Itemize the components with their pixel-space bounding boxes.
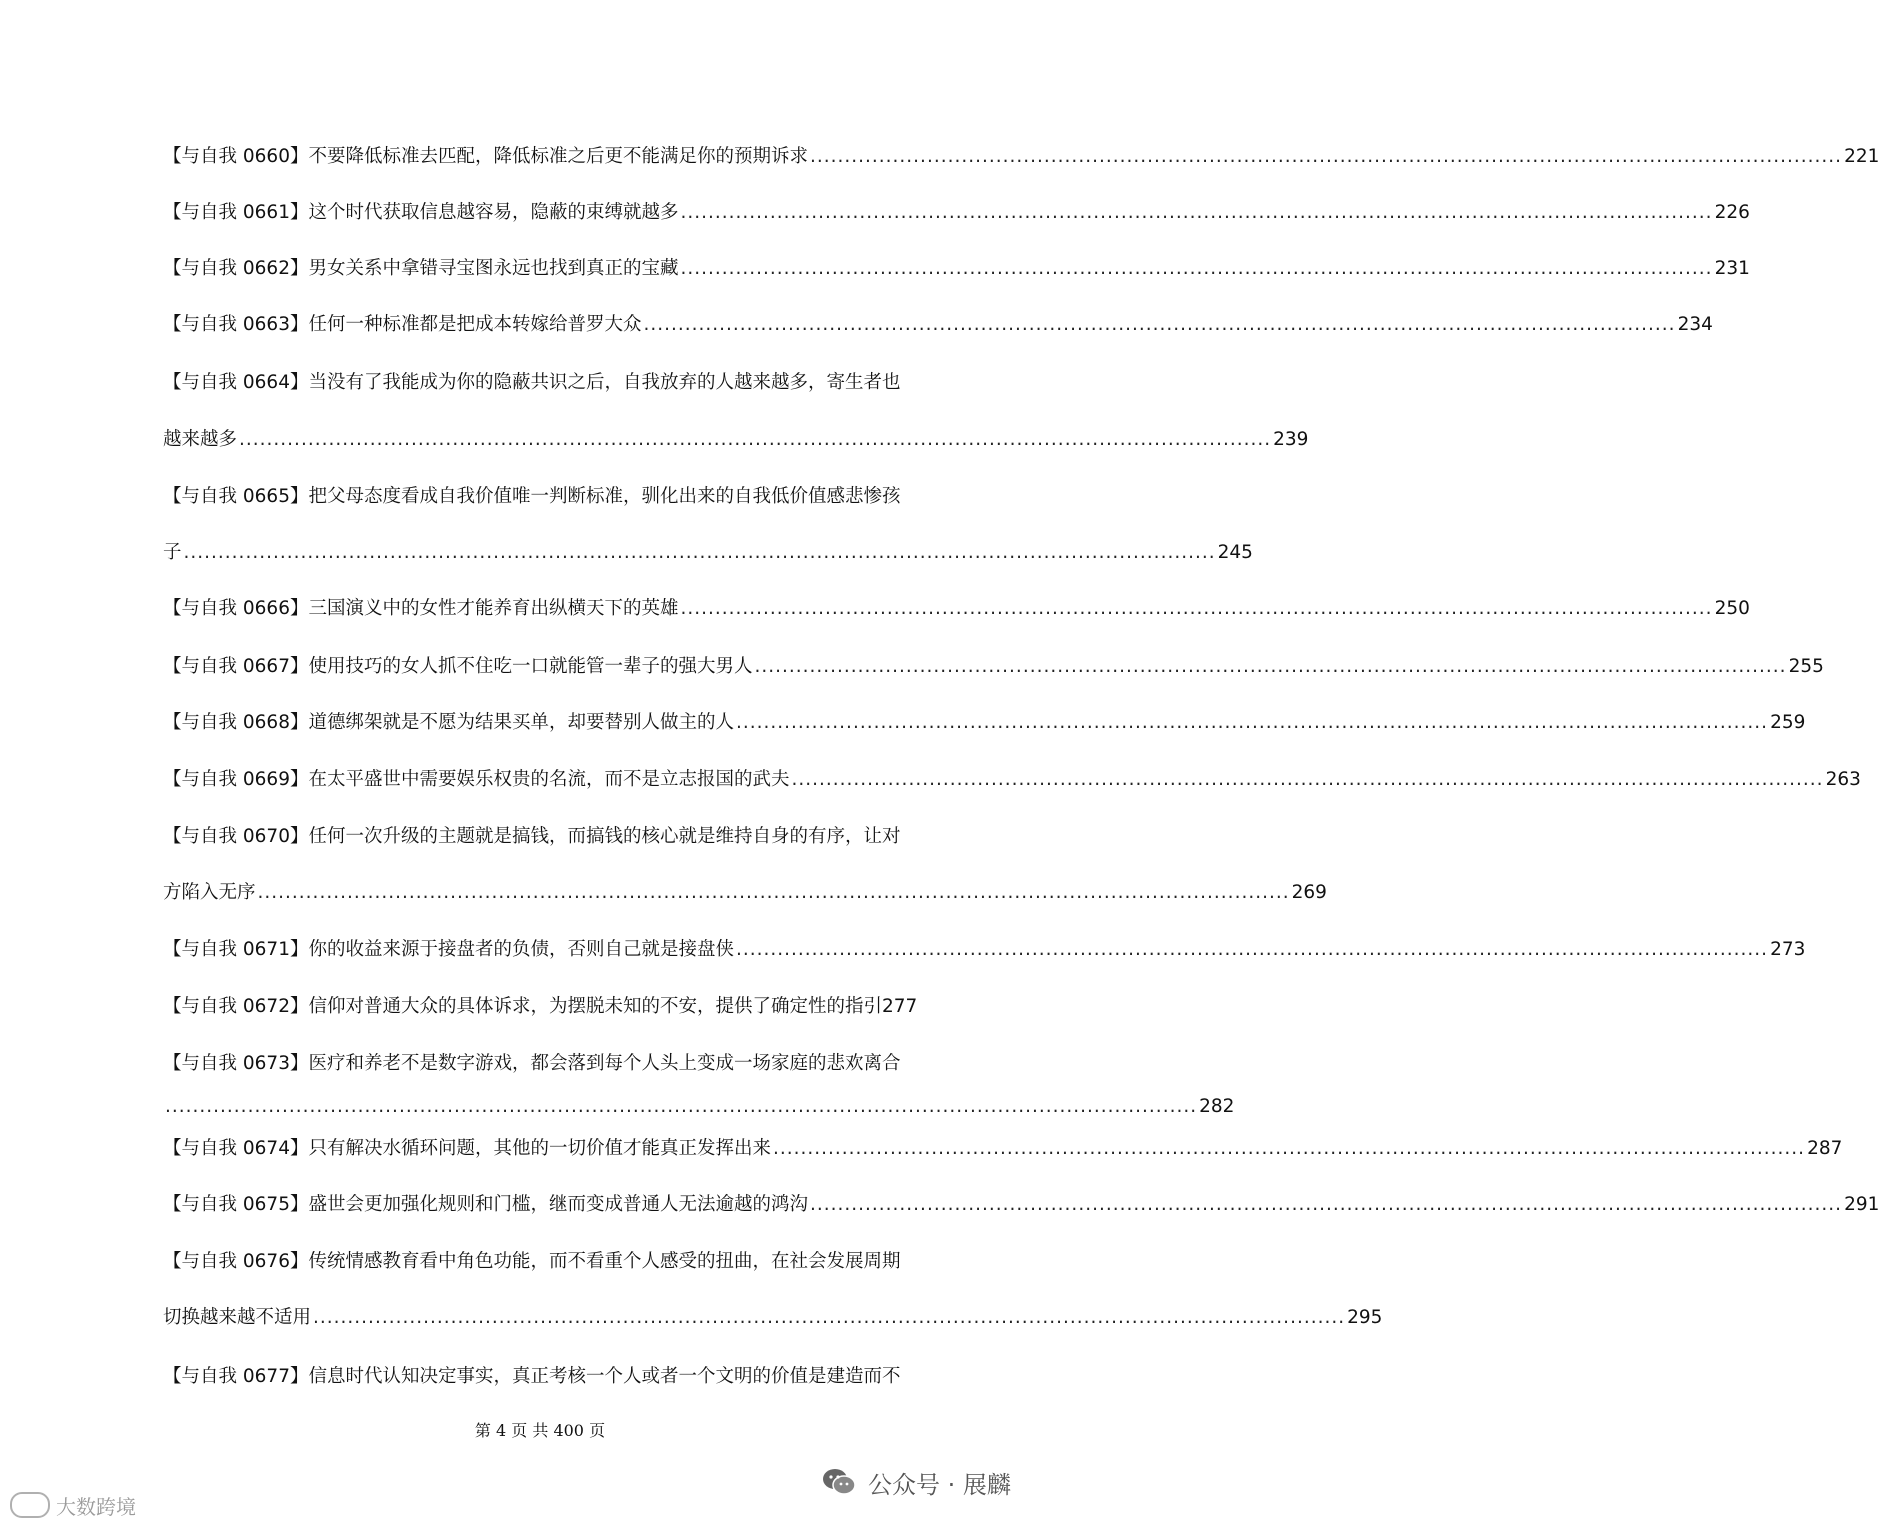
toc-entry-0676-line2: 切换越来越不适用 ...................................................................................................................................................... 295 xyxy=(163,1307,1383,1328)
toc-entry-0676-line1: 【与自我 0676】传统情感教育看中角色功能，而不看重个人感受的扭曲，在社会发展周期 xyxy=(163,1251,901,1272)
toc-entry-0663: 【与自我 0663】任何一种标准都是把成本转嫁给普罗大众 ...................................................................................................................................................... 234 xyxy=(163,314,1713,335)
toc-entry-0672: 【与自我 0672】信仰对普通大众的具体诉求，为摆脱未知的不安，提供了确定性的指引 277 xyxy=(163,996,918,1017)
toc-entry-0669: 【与自我 0669】在太平盛世中需要娱乐权贵的名流，而不是立志报国的武夫 ...................................................................................................................................................... 263 xyxy=(163,769,1861,790)
brand-logo-icon xyxy=(10,1492,50,1518)
toc-entry-0675: 【与自我 0675】盛世会更加强化规则和门槛，继而变成普通人无法逾越的鸿沟 ...................................................................................................................................................... 291 xyxy=(163,1194,1879,1215)
toc-entry-0664-line1: 【与自我 0664】当没有了我能成为你的隐蔽共识之后，自我放弃的人越来越多，寄生者也 xyxy=(163,372,901,393)
toc-entry-0664-line2: 越来越多 ...................................................................................................................................................... 239 xyxy=(163,429,1309,450)
toc-entry-0670-line2: 方陷入无序 ...................................................................................................................................................... 269 xyxy=(163,882,1327,903)
toc-entry-0666: 【与自我 0666】三国演义中的女性才能养育出纵横天下的英雄 ...................................................................................................................................................... 250 xyxy=(163,598,1750,619)
watermark-right xyxy=(822,1462,1011,1502)
toc-entry-0677-line1: 【与自我 0677】信息时代认知决定事实，真正考核一个人或者一个文明的价值是建造而不 xyxy=(163,1366,901,1387)
toc-entry-0668: 【与自我 0668】道德绑架就是不愿为结果买单，却要替别人做主的人 ...................................................................................................................................................... 259 xyxy=(163,712,1806,733)
toc-entry-0665-line1: 【与自我 0665】把父母态度看成自我价值唯一判断标准，驯化出来的自我低价值感悲惨孩 xyxy=(163,486,901,507)
page-number-footer: 第 4 页 共 400 页 xyxy=(474,1421,606,1440)
toc-entry-0671: 【与自我 0671】你的收益来源于接盘者的负债，否则自己就是接盘侠 ...................................................................................................................................................... 273 xyxy=(163,939,1806,960)
watermark-right-text: 公众号 · 展麟 xyxy=(868,1470,1011,1499)
toc-entry-0662: 【与自我 0662】男女关系中拿错寻宝图永远也找到真正的宝藏 ...................................................................................................................................................... 231 xyxy=(163,258,1750,279)
toc-entry-0673-line2: ...................................................................................................................................................... 282 xyxy=(165,1096,1235,1117)
toc-entry-0670-line1: 【与自我 0670】任何一次升级的主题就是搞钱，而搞钱的核心就是维持自身的有序，让对 xyxy=(163,826,901,847)
wechat-icon xyxy=(822,1467,856,1497)
toc-entry-0673-line1: 【与自我 0673】医疗和养老不是数字游戏，都会落到每个人头上变成一场家庭的悲欢离合 xyxy=(163,1053,901,1074)
watermark-left-text: 大数跨境 xyxy=(56,1494,136,1519)
toc-entry-0667: 【与自我 0667】使用技巧的女人抓不住吃一口就能管一辈子的强大男人 ...................................................................................................................................................... 255 xyxy=(163,656,1824,677)
watermark-left xyxy=(10,1490,136,1520)
toc-entry-0674: 【与自我 0674】只有解决水循环问题，其他的一切价值才能真正发挥出来 ...................................................................................................................................................... 287 xyxy=(163,1138,1843,1159)
toc-entry-0665-line2: 子 ...................................................................................................................................................... 245 xyxy=(163,542,1253,563)
toc-entry-0661: 【与自我 0661】这个时代获取信息越容易，隐蔽的束缚就越多 ...................................................................................................................................................... 226 xyxy=(163,202,1750,223)
toc-entry-0660: 【与自我 0660】不要降低标准去匹配，降低标准之后更不能满足你的预期诉求 ...................................................................................................................................................... 221 xyxy=(163,146,1879,167)
